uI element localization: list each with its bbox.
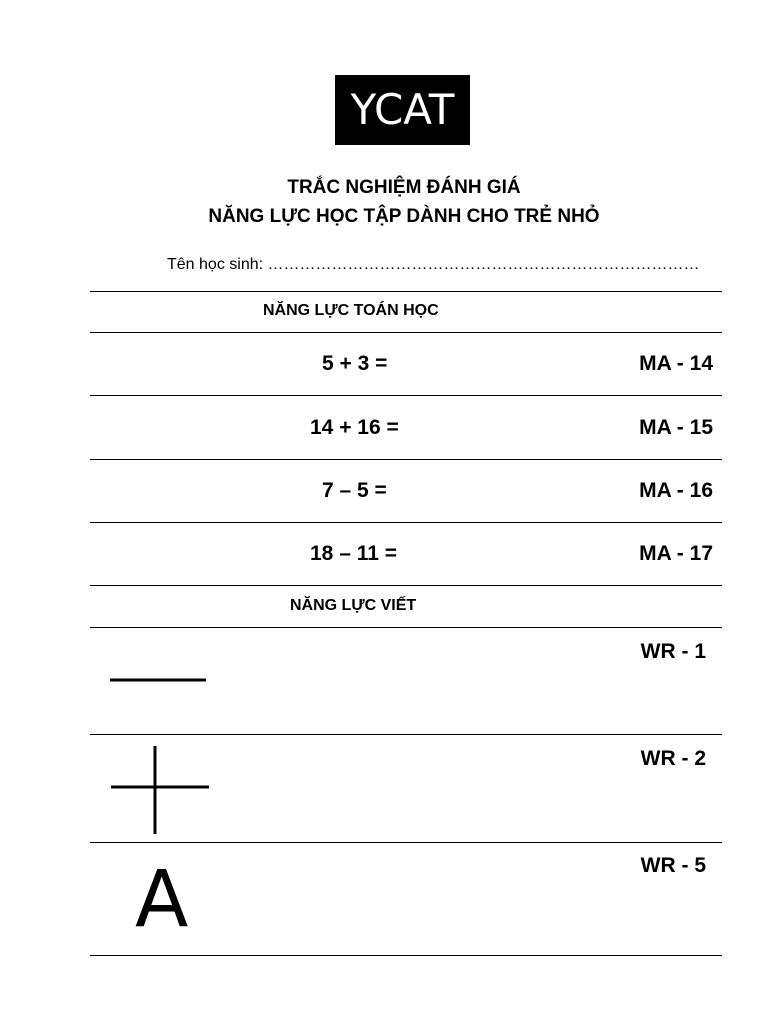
divider <box>90 522 722 523</box>
ycat-logo: YCAT <box>335 75 470 145</box>
question-code: MA - 16 <box>639 479 713 502</box>
divider <box>90 585 722 586</box>
question-code: WR - 2 <box>640 747 706 770</box>
student-name-field: Tên học sinh: ……………………………………………………………………… <box>167 256 700 273</box>
letter-a-glyph: A <box>135 855 189 945</box>
divider <box>90 459 722 460</box>
math-question: 14 + 16 = <box>310 416 399 439</box>
divider <box>90 332 722 333</box>
divider <box>90 842 722 843</box>
cross-stroke-glyph <box>108 744 212 836</box>
divider <box>90 955 722 956</box>
page-title-line1: TRẮC NGHIỆM ĐÁNH GIÁ <box>287 177 521 198</box>
horizontal-stroke-glyph <box>108 670 212 690</box>
divider <box>90 734 722 735</box>
divider <box>90 395 722 396</box>
math-question: 5 + 3 = <box>322 352 388 375</box>
divider <box>90 627 722 628</box>
question-code: MA - 15 <box>639 416 713 439</box>
question-code: MA - 17 <box>639 542 713 565</box>
page-title-line2: NĂNG LỰC HỌC TẬP DÀNH CHO TRẺ NHỎ <box>208 206 600 227</box>
math-question: 7 – 5 = <box>322 479 387 502</box>
divider <box>90 291 722 292</box>
question-code: MA - 14 <box>639 352 713 375</box>
math-section-label: NĂNG LỰC TOÁN HỌC <box>263 302 439 319</box>
question-code: WR - 1 <box>640 640 706 663</box>
question-code: WR - 5 <box>640 854 706 877</box>
writing-section-label: NĂNG LỰC VIẾT <box>290 597 417 614</box>
math-question: 18 – 11 = <box>310 542 398 565</box>
